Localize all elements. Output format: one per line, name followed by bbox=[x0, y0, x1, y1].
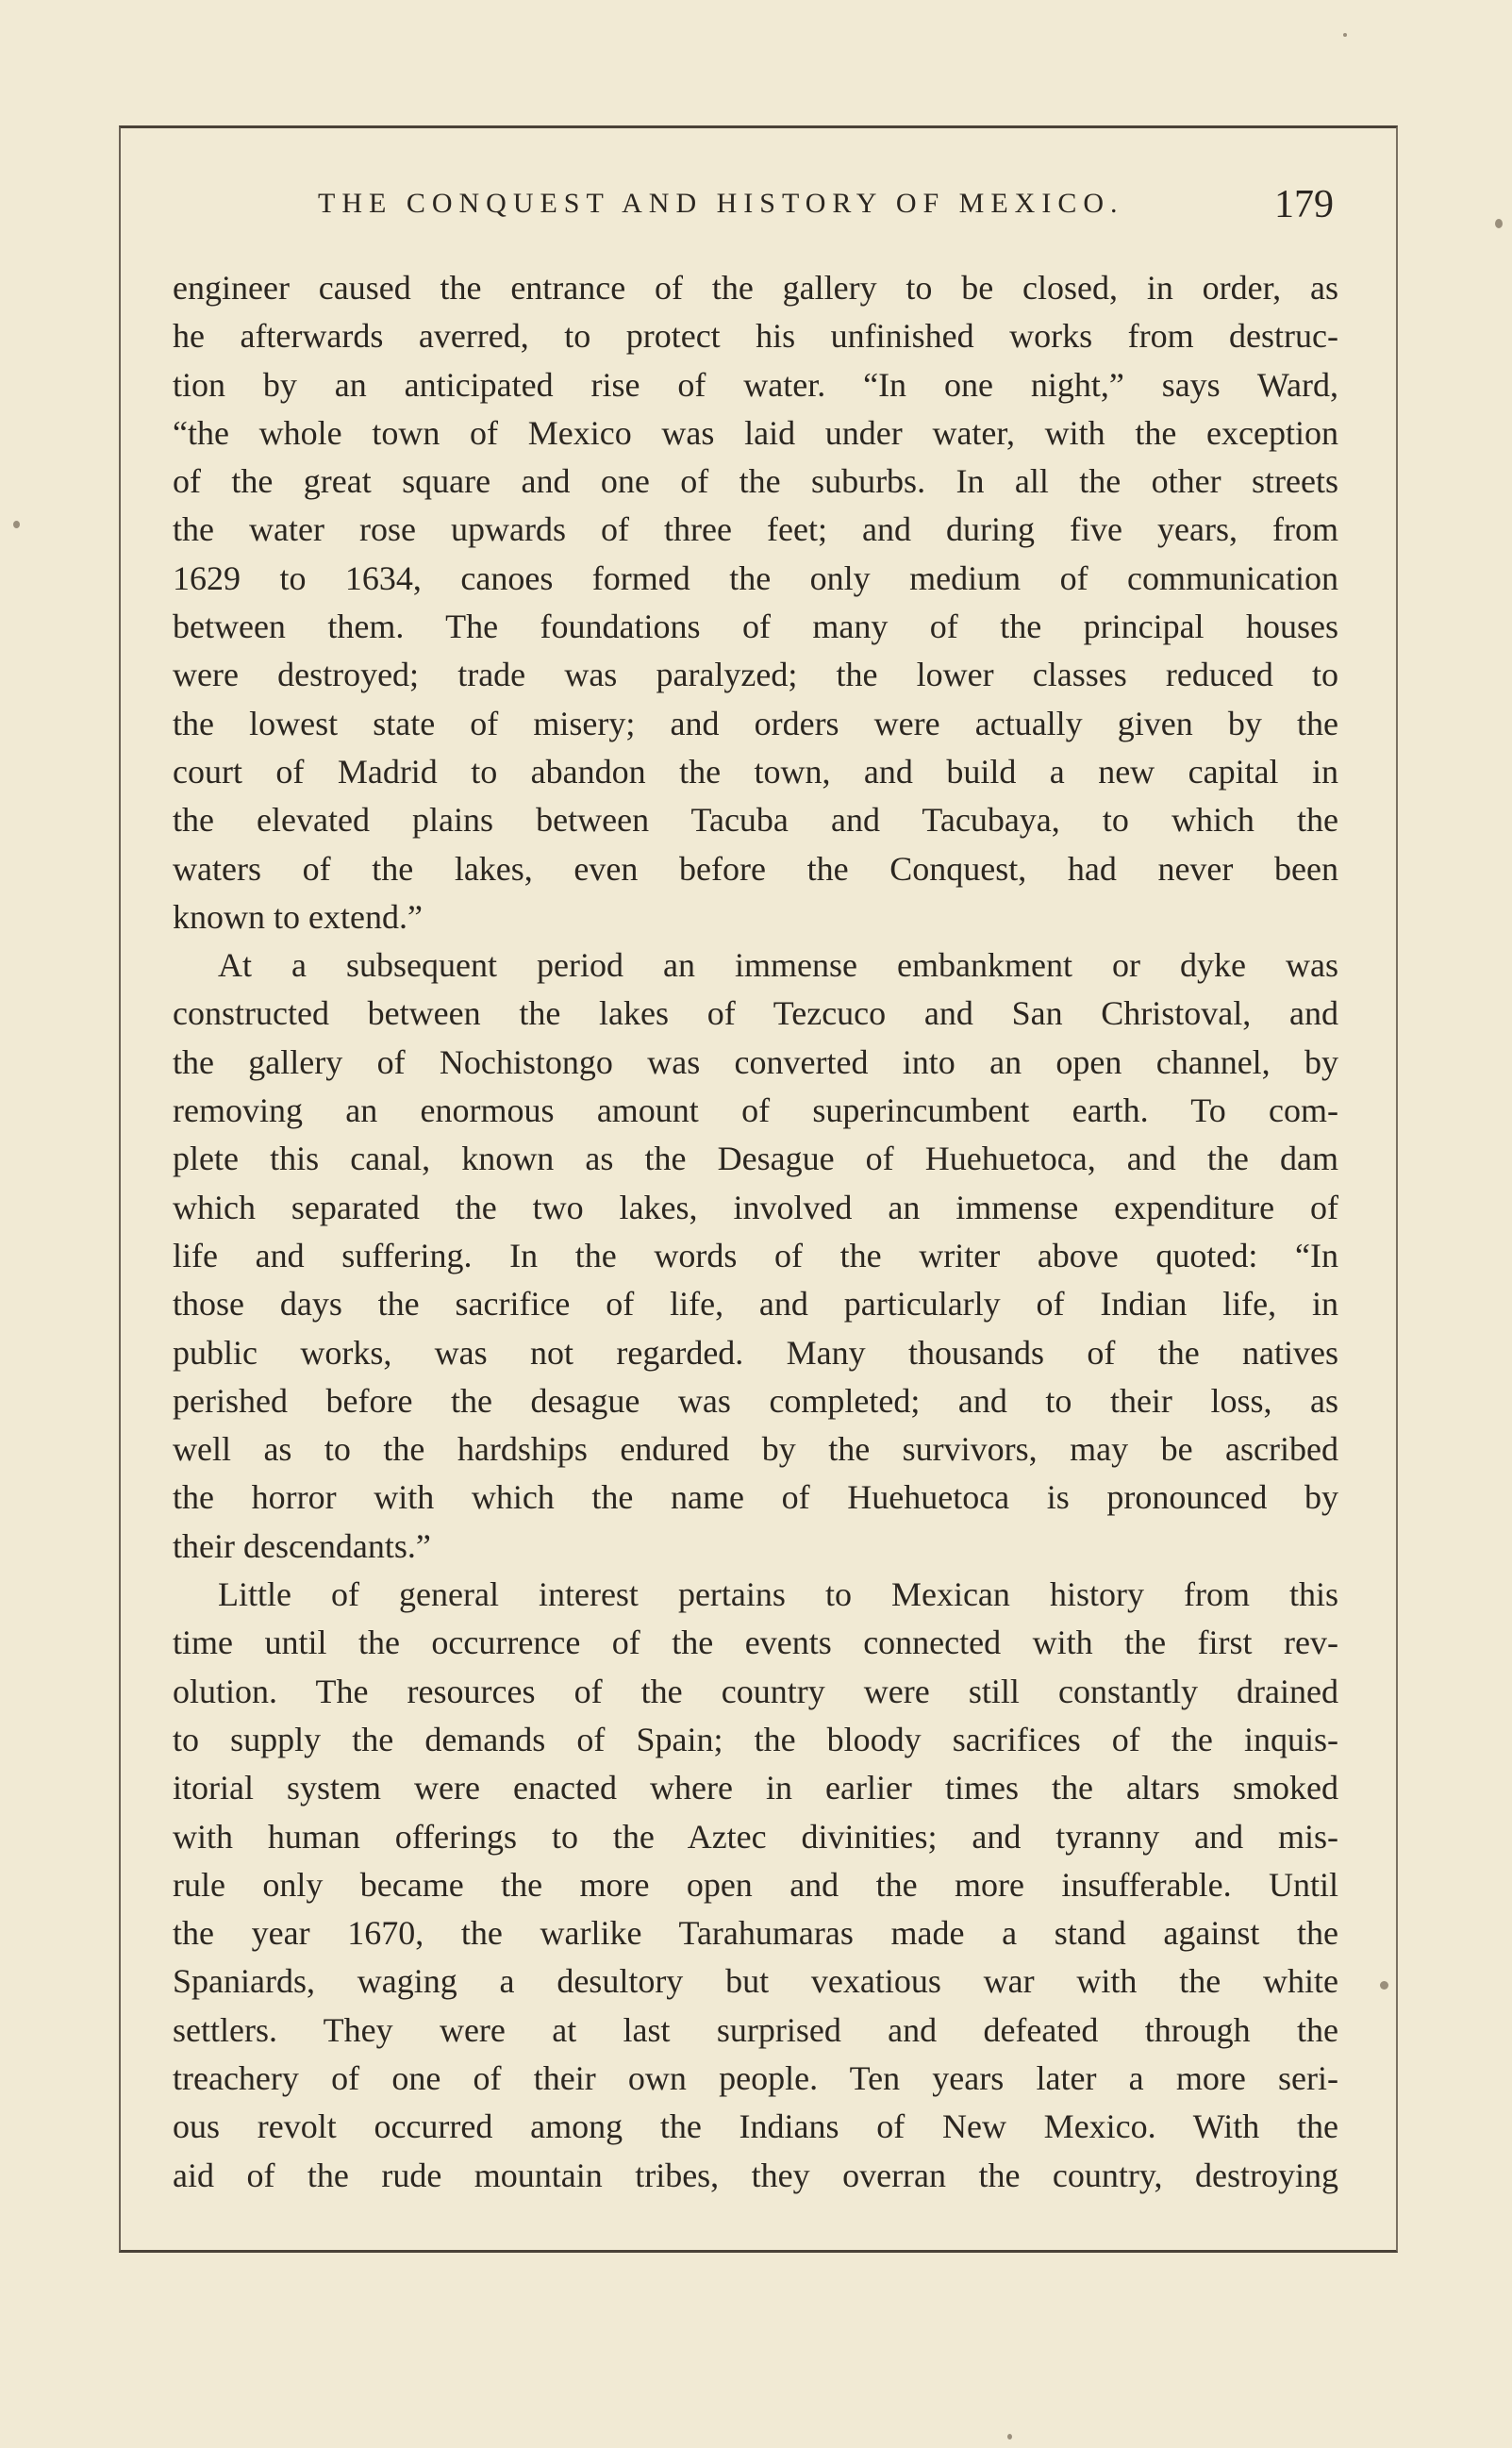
text-line: aid of the rude mountain tribes, they overran the country, destroying bbox=[173, 2156, 1338, 2194]
text-line: life and suffering. In the words of the writer above quoted: “In bbox=[173, 1236, 1338, 1274]
paragraph-start: Little of general interest pertains to Mexican history from this bbox=[218, 1575, 1338, 1614]
text-line: Spaniards, waging a desultory but vexatious war with the white bbox=[173, 1962, 1338, 2001]
text-line: the elevated plains between Tacuba and Tacubaya, to which the bbox=[173, 801, 1338, 840]
text-line: rule only became the more open and the more insufferable. Until bbox=[173, 1865, 1338, 1904]
text-line: “the whole town of Mexico was laid under water, with the exception bbox=[173, 413, 1338, 452]
text-line: time until the occurrence of the events connected with the first rev- bbox=[173, 1624, 1338, 1662]
text-line: were destroyed; trade was paralyzed; the lower classes reduced to bbox=[173, 656, 1338, 694]
text-line: itorial system were enacted where in earlier times the altars smoked bbox=[173, 1769, 1338, 1807]
text-line: the water rose upwards of three feet; and during five years, from bbox=[173, 510, 1338, 549]
text-line: those days the sacrifice of life, and particularly of Indian life, in bbox=[173, 1285, 1338, 1324]
text-line: to supply the demands of Spain; the bloody sacrifices of the inquis- bbox=[173, 1720, 1338, 1758]
text-line: 1629 to 1634, canoes formed the only medium of communication bbox=[173, 558, 1338, 597]
text-line: waters of the lakes, even before the Conquest, had never been bbox=[173, 849, 1338, 888]
paper-speck bbox=[1495, 219, 1503, 228]
text-line: perished before the desague was completed; and to their loss, as bbox=[173, 1381, 1338, 1420]
text-line: the gallery of Nochistongo was converted into an open channel, by bbox=[173, 1042, 1338, 1081]
paper-speck bbox=[1343, 33, 1347, 37]
text-line: known to extend.” bbox=[173, 897, 423, 936]
running-title: THE CONQUEST AND HISTORY OF MEXICO. bbox=[318, 188, 1124, 219]
text-line: the horror with which the name of Huehuetoca is pronounced by bbox=[173, 1478, 1338, 1517]
text-line: engineer caused the entrance of the gallery to be closed, in order, as bbox=[173, 269, 1338, 307]
body-text bbox=[173, 264, 1338, 2200]
text-line: of the great square and one of the suburbs. In all the other streets bbox=[173, 462, 1338, 501]
text-line: he afterwards averred, to protect his unfinished works from destruc- bbox=[173, 317, 1338, 356]
text-line: constructed between the lakes of Tezcuco and San Christoval, and bbox=[173, 994, 1338, 1033]
paper-speck bbox=[13, 521, 20, 528]
paragraph-start: At a subsequent period an immense embankment or dyke was bbox=[218, 946, 1338, 985]
text-line: the year 1670, the warlike Tarahumaras made a stand against the bbox=[173, 1914, 1338, 1953]
text-line: court of Madrid to abandon the town, and build a new capital in bbox=[173, 752, 1338, 791]
text-line: their descendants.” bbox=[173, 1526, 431, 1565]
text-line: public works, was not regarded. Many thousands of the natives bbox=[173, 1333, 1338, 1372]
page-number: 179 bbox=[1274, 183, 1334, 226]
text-line: treachery of one of their own people. Ten years later a more seri- bbox=[173, 2058, 1338, 2097]
text-line: between them. The foundations of many of the principal houses bbox=[173, 608, 1338, 646]
text-line: settlers. They were at last surprised and defeated through the bbox=[173, 2010, 1338, 2049]
text-line: tion by an anticipated rise of water. “In one night,” says Ward, bbox=[173, 365, 1338, 404]
text-line: the lowest state of misery; and orders were actually given by the bbox=[173, 704, 1338, 742]
text-line: with human offerings to the Aztec divinities; and tyranny and mis- bbox=[173, 1817, 1338, 1856]
running-head bbox=[318, 185, 1378, 241]
text-line: plete this canal, known as the Desague of Huehuetoca, and the dam bbox=[173, 1140, 1338, 1178]
paper-speck bbox=[1380, 1981, 1388, 1990]
paper-speck bbox=[1007, 2434, 1012, 2440]
text-line: removing an enormous amount of superincumbent earth. To com- bbox=[173, 1091, 1338, 1130]
text-line: ous revolt occurred among the Indians of New Mexico. With the bbox=[173, 2107, 1338, 2146]
text-line: olution. The resources of the country were still constantly drained bbox=[173, 1672, 1338, 1710]
text-line: which separated the two lakes, involved an immense expenditure of bbox=[173, 1188, 1338, 1226]
text-line: well as to the hardships endured by the survivors, may be ascribed bbox=[173, 1430, 1338, 1469]
